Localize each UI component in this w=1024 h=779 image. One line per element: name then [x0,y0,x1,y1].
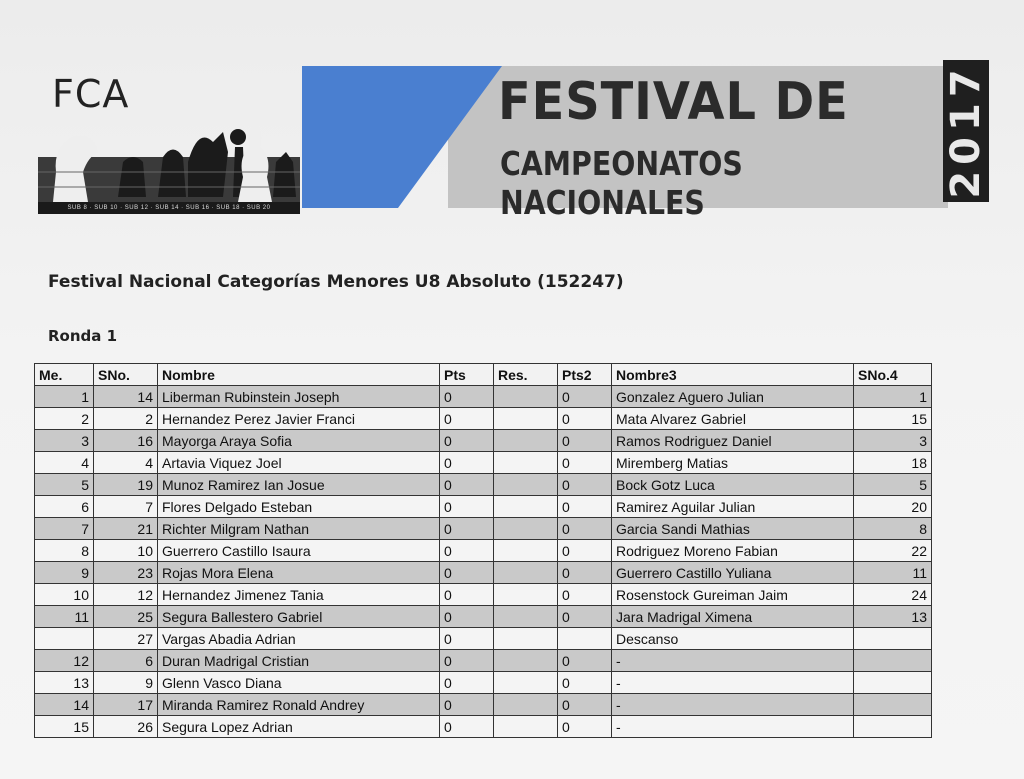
cell-nombre3: Ramos Rodriguez Daniel [612,430,854,452]
cell-me: 15 [35,716,94,738]
cell-nombre: Artavia Viquez Joel [158,452,440,474]
cell-pts: 0 [440,496,494,518]
cell-nombre: Hernandez Perez Javier Franci [158,408,440,430]
cell-sno: 9 [94,672,158,694]
cell-sno4 [854,672,932,694]
cell-me: 13 [35,672,94,694]
festival-banner [38,58,990,222]
cell-me: 6 [35,496,94,518]
cell-nombre: Hernandez Jimenez Tania [158,584,440,606]
col-header-pts: Pts [440,364,494,386]
table-row [35,628,932,650]
cell-pts2: 0 [558,650,612,672]
fca-logo-text: FCA [52,72,130,116]
cell-pts: 0 [440,518,494,540]
cell-nombre: Segura Lopez Adrian [158,716,440,738]
banner-blue-stripe [302,66,502,208]
cell-sno: 2 [94,408,158,430]
cell-nombre3: Rodriguez Moreno Fabian [612,540,854,562]
cell-pts: 0 [440,672,494,694]
cell-sno4: 5 [854,474,932,496]
cell-res [494,386,558,408]
cell-sno4 [854,716,932,738]
cell-me: 5 [35,474,94,496]
cell-sno: 6 [94,650,158,672]
table-row [35,386,932,408]
cell-sno4: 1 [854,386,932,408]
cell-res [494,584,558,606]
cell-nombre: Glenn Vasco Diana [158,672,440,694]
cell-me: 3 [35,430,94,452]
cell-nombre: Duran Madrigal Cristian [158,650,440,672]
cell-pts2: 0 [558,452,612,474]
cell-pts: 0 [440,606,494,628]
cell-sno: 26 [94,716,158,738]
table-row [35,672,932,694]
cell-res [494,650,558,672]
cell-pts: 0 [440,430,494,452]
col-header-sno4: SNo.4 [854,364,932,386]
table-header-row [35,364,932,386]
cell-pts: 0 [440,540,494,562]
categories-strip: SUB 8 · SUB 10 · SUB 12 · SUB 14 · SUB 16 · SUB 18 · SUB 20 [38,202,300,214]
cell-sno4: 11 [854,562,932,584]
table-row [35,694,932,716]
cell-sno4 [854,628,932,650]
cell-me: 14 [35,694,94,716]
col-header-nombre3: Nombre3 [612,364,854,386]
cell-sno: 21 [94,518,158,540]
table-row [35,430,932,452]
pairings-body [35,386,932,738]
cell-pts2: 0 [558,562,612,584]
cell-res [494,518,558,540]
cell-me: 11 [35,606,94,628]
cell-me: 12 [35,650,94,672]
cell-res [494,672,558,694]
cell-pts2: 0 [558,408,612,430]
cell-res [494,628,558,650]
cell-sno4: 22 [854,540,932,562]
cell-sno4: 3 [854,430,932,452]
cell-nombre3: Garcia Sandi Mathias [612,518,854,540]
cell-sno4 [854,650,932,672]
cell-sno: 25 [94,606,158,628]
cell-sno: 16 [94,430,158,452]
banner-year-box [943,60,989,202]
cell-sno: 17 [94,694,158,716]
table-row [35,452,932,474]
cell-pts: 0 [440,716,494,738]
cell-sno4: 15 [854,408,932,430]
cell-nombre: Mayorga Araya Sofia [158,430,440,452]
table-row [35,518,932,540]
cell-sno4: 8 [854,518,932,540]
cell-sno: 14 [94,386,158,408]
table-row [35,540,932,562]
banner-title-line1: FESTIVAL DE [498,72,849,132]
cell-pts2: 0 [558,496,612,518]
cell-pts2: 0 [558,716,612,738]
cell-me: 7 [35,518,94,540]
cell-nombre: Rojas Mora Elena [158,562,440,584]
cell-pts: 0 [440,474,494,496]
cell-nombre3: - [612,672,854,694]
cell-pts: 0 [440,562,494,584]
cell-nombre: Vargas Abadia Adrian [158,628,440,650]
cell-pts2: 0 [558,540,612,562]
cell-sno: 4 [94,452,158,474]
col-header-res: Res. [494,364,558,386]
cell-sno: 23 [94,562,158,584]
cell-nombre3: Descanso [612,628,854,650]
table-row [35,606,932,628]
cell-nombre3: Gonzalez Aguero Julian [612,386,854,408]
cell-pts2: 0 [558,386,612,408]
cell-pts2 [558,628,612,650]
cell-res [494,430,558,452]
table-row [35,408,932,430]
cell-sno4: 13 [854,606,932,628]
cell-pts2: 0 [558,518,612,540]
table-row [35,474,932,496]
col-header-nombre: Nombre [158,364,440,386]
cell-res [494,452,558,474]
cell-res [494,408,558,430]
cell-nombre3: Miremberg Matias [612,452,854,474]
cell-res [494,606,558,628]
col-header-me: Me. [35,364,94,386]
cell-sno4 [854,694,932,716]
cell-nombre: Flores Delgado Esteban [158,496,440,518]
cell-res [494,540,558,562]
cell-pts: 0 [440,650,494,672]
cell-res [494,562,558,584]
cell-res [494,474,558,496]
cell-nombre3: - [612,716,854,738]
cell-me: 10 [35,584,94,606]
cell-sno4: 24 [854,584,932,606]
cell-nombre: Liberman Rubinstein Joseph [158,386,440,408]
cell-sno: 27 [94,628,158,650]
cell-me: 8 [35,540,94,562]
cell-pts2: 0 [558,672,612,694]
round-label: Ronda 1 [48,327,118,345]
cell-nombre: Munoz Ramirez Ian Josue [158,474,440,496]
cell-pts: 0 [440,452,494,474]
table-row [35,716,932,738]
cell-pts: 0 [440,694,494,716]
cell-nombre: Guerrero Castillo Isaura [158,540,440,562]
cell-pts: 0 [440,408,494,430]
col-header-sno: SNo. [94,364,158,386]
cell-sno: 12 [94,584,158,606]
cell-res [494,694,558,716]
cell-pts: 0 [440,584,494,606]
cell-sno4: 18 [854,452,932,474]
cell-me: 2 [35,408,94,430]
cell-sno4: 20 [854,496,932,518]
pairings-table [34,363,932,738]
banner-year: 2017 [943,63,989,199]
cell-res [494,716,558,738]
cell-me: 1 [35,386,94,408]
cell-nombre: Segura Ballestero Gabriel [158,606,440,628]
cell-sno: 7 [94,496,158,518]
cell-nombre3: - [612,650,854,672]
cell-pts2: 0 [558,694,612,716]
banner-title-line2: CAMPEONATOS NACIONALES [500,144,743,222]
cell-nombre: Miranda Ramirez Ronald Andrey [158,694,440,716]
cell-sno: 19 [94,474,158,496]
col-header-pts2: Pts2 [558,364,612,386]
cell-nombre3: Mata Alvarez Gabriel [612,408,854,430]
table-row [35,496,932,518]
cell-pts: 0 [440,386,494,408]
cell-nombre3: Ramirez Aguilar Julian [612,496,854,518]
chess-pieces-image [38,102,300,212]
cell-me: 4 [35,452,94,474]
cell-pts: 0 [440,628,494,650]
cell-me: 9 [35,562,94,584]
tournament-heading: Festival Nacional Categorías Menores U8 Absoluto (152247) [48,272,624,292]
cell-sno: 10 [94,540,158,562]
cell-pts2: 0 [558,474,612,496]
cell-nombre3: Jara Madrigal Ximena [612,606,854,628]
cell-me [35,628,94,650]
cell-nombre3: Bock Gotz Luca [612,474,854,496]
cell-pts2: 0 [558,430,612,452]
table-row [35,562,932,584]
cell-res [494,496,558,518]
table-row [35,584,932,606]
fca-logo [38,72,300,212]
table-row [35,650,932,672]
cell-nombre3: Guerrero Castillo Yuliana [612,562,854,584]
cell-nombre3: Rosenstock Gureiman Jaim [612,584,854,606]
cell-nombre: Richter Milgram Nathan [158,518,440,540]
cell-pts2: 0 [558,606,612,628]
cell-pts2: 0 [558,584,612,606]
cell-nombre3: - [612,694,854,716]
